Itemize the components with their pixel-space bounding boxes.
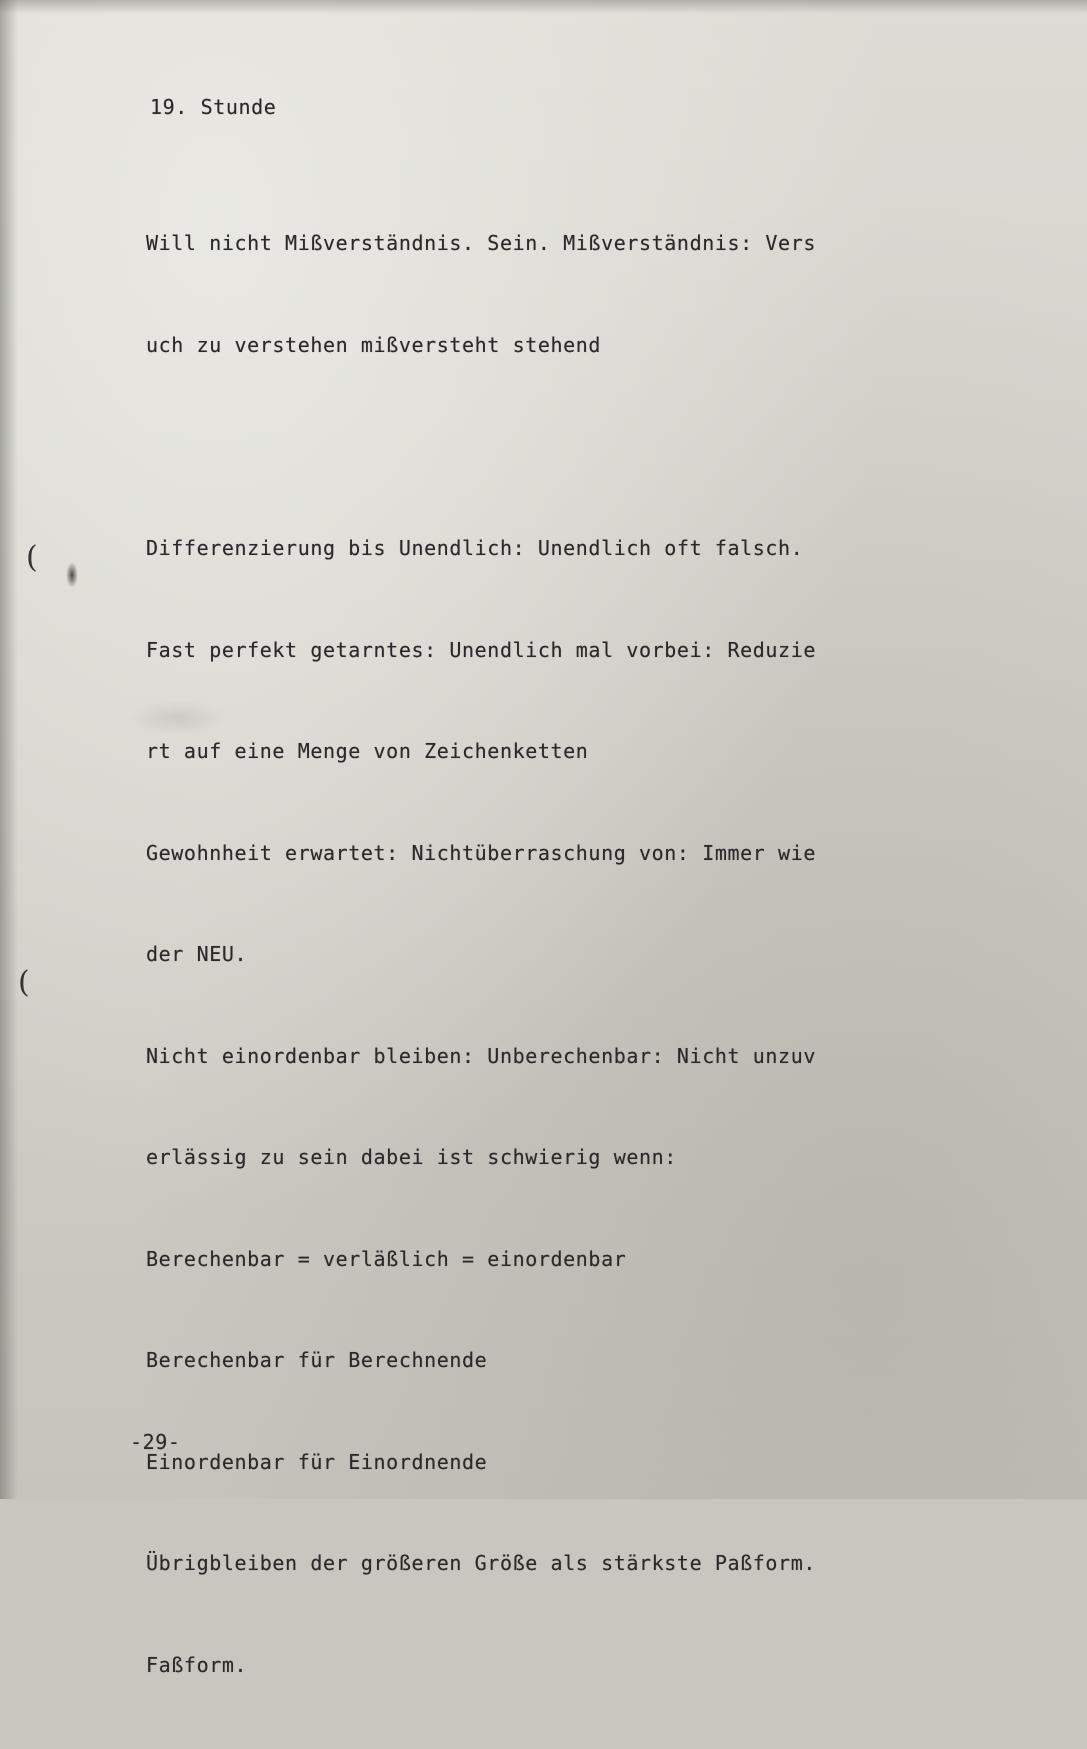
text-line: Nicht einordenbar bleiben: Unberechenbar: Nicht unzuv <box>146 1043 816 1068</box>
text-line: uch zu verstehen mißversteht stehend <box>146 332 602 357</box>
text-line: erlässig zu sein dabei ist schwierig wenn: <box>146 1145 677 1169</box>
text-line: der NEU. <box>146 942 248 966</box>
punch-hole-mark: ( <box>18 965 30 1000</box>
text-line: Übrigbleiben der größeren Größe als stärkste Paßform. <box>146 1551 816 1575</box>
page-heading: 19. Stunde <box>150 95 277 119</box>
typed-text-body <box>146 158 816 1749</box>
text-line: Faßform. <box>146 1652 248 1677</box>
text-line: Berechenbar für Berechnende <box>146 1348 488 1372</box>
text-line: Differenzierung bis Unendlich: Unendlich oft falsch. <box>146 536 804 560</box>
ink-smudge <box>66 562 78 588</box>
text-line: Einordenbar für Einordnende <box>146 1449 488 1474</box>
faded-stamp-trace <box>128 700 228 736</box>
paragraph-gap <box>146 429 816 463</box>
page-top-shadow <box>0 0 1087 14</box>
text-line: Berechenbar = verläßlich = einordenbar <box>146 1246 627 1271</box>
text-line: rt auf eine Menge von Zeichenketten <box>146 739 589 763</box>
text-line: Gewohnheit erwartet: Nichtüberraschung von: Immer wie <box>146 840 816 865</box>
page-number: -29- <box>130 1430 181 1454</box>
punch-hole-mark: ( <box>26 540 38 575</box>
page-left-shadow <box>0 0 18 1499</box>
text-line: Will nicht Mißverständnis. Sein. Mißverständnis: Vers <box>146 231 816 255</box>
text-line: Fast perfekt getarntes: Unendlich mal vorbei: Reduzie <box>146 637 816 662</box>
